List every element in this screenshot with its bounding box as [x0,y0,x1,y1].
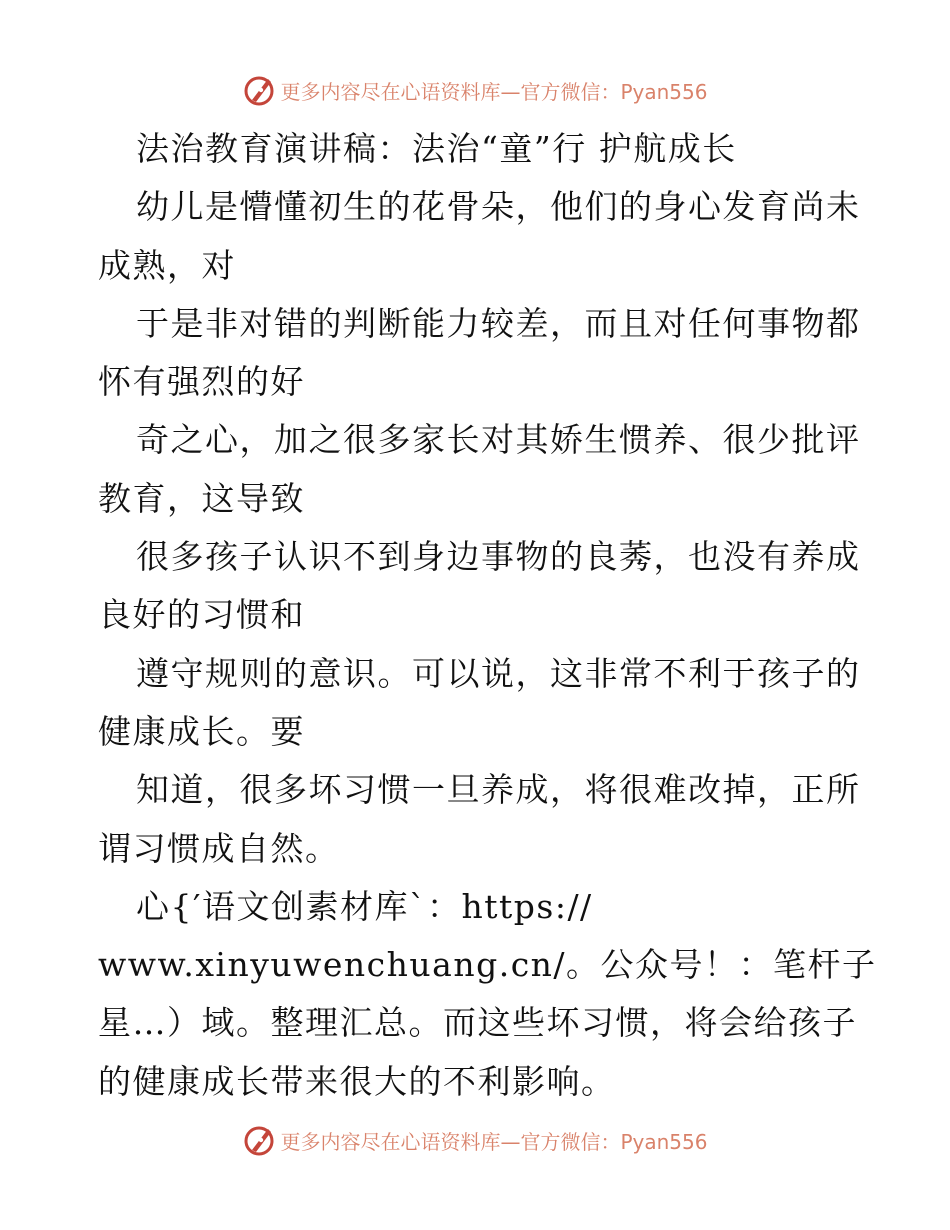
text-line: 健康成长。要 [98,711,305,751]
text-line: 教育，这导致 [98,478,305,518]
text-line: 奇之心，加之很多家长对其娇生惯养、很少批评 [136,420,861,460]
document-body [98,120,877,1111]
text-line: 的健康成长带来很大的不利影响。 [98,1061,616,1101]
text-line: 谓习惯成自然。 [98,828,340,868]
pen-nib-circle-icon [242,1123,276,1157]
text-line: 遵守规则的意识。可以说，这非常不利于孩子的 [136,653,861,693]
text-line: 星…）域。整理汇总。而这些坏习惯，将会给孩子 [98,1003,857,1043]
text-line: 知道，很多坏习惯一旦养成，将很难改掉，正所 [136,770,861,810]
footer-banner [0,1120,950,1160]
text-line: 良好的习惯和 [98,595,305,635]
text-line: 怀有强烈的好 [98,362,305,402]
text-line: www.xinyuwenchuang.cn/。公众号！：笔杆子 [98,945,877,985]
text-line: 成熟，对 [98,245,236,285]
pen-nib-circle-icon [242,73,276,107]
footer-banner-text: 更多内容尽在心语资料库—官方微信：Pyan556 [280,1129,708,1154]
text-line: 幼儿是懵懂初生的花骨朵，他们的身心发育尚未 [136,187,861,227]
document-title: 法治教育演讲稿：法治“童”行 护航成长 [136,129,737,168]
text-line: 心{′语文创素材库`：https:// [136,886,593,926]
text-line: 于是非对错的判断能力较差，而且对任何事物都 [136,303,861,343]
text-line: 很多孩子认识不到身边事物的良莠，也没有养成 [136,537,861,577]
header-banner [0,70,950,110]
header-banner-text: 更多内容尽在心语资料库—官方微信：Pyan556 [280,79,708,104]
